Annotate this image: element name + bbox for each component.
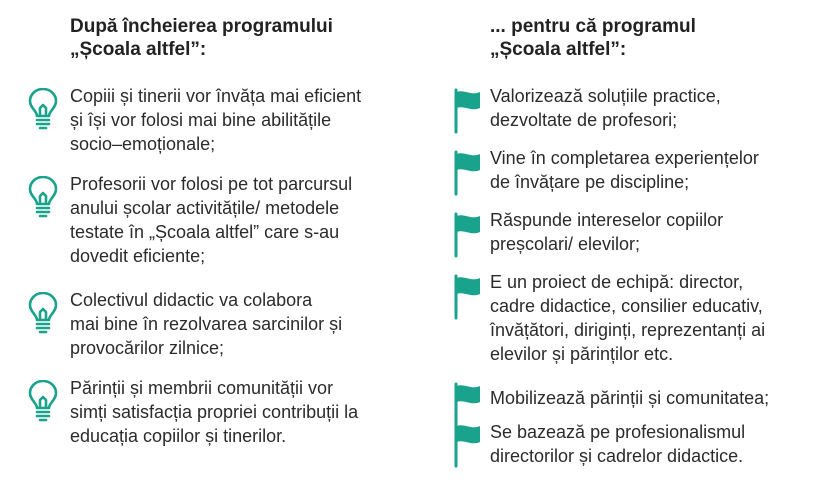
text-line: socio–emoționale; — [70, 134, 216, 154]
right-item-text — [490, 386, 769, 410]
text-line: Colectivul didactic va colabora — [70, 290, 313, 310]
text-line: Mobilizează părinții și comunitatea; — [490, 388, 770, 408]
text-line: și își vor folosi mai bine abilitățile — [70, 110, 332, 130]
lightbulb-icon — [26, 176, 60, 218]
text-line: Se bazează pe profesionalismul — [490, 422, 746, 442]
left-heading — [70, 15, 333, 61]
flag-icon — [453, 212, 483, 258]
text-line: provocărilor zilnice; — [70, 338, 225, 358]
text-line: de învățare pe discipline; — [490, 172, 690, 192]
right-item-text — [490, 208, 723, 256]
text-line: dezvoltate de profesori; — [490, 110, 678, 130]
left-item-text — [70, 288, 342, 360]
text-line: învățători, diriginți, reprezentanți ai — [490, 320, 766, 340]
right-heading-line: „Școala altfel”: — [490, 39, 627, 60]
lightbulb-icon — [26, 88, 60, 130]
flag-icon — [453, 274, 483, 320]
text-line: dovedit eficiente; — [70, 246, 206, 266]
text-line: Vine în completarea experiențelor — [490, 148, 759, 168]
text-line: Părinții și membrii comunității vor — [70, 378, 334, 398]
right-heading — [490, 15, 696, 61]
text-line: testate în „Școala altfel” care s-au — [70, 222, 340, 242]
right-item-text — [490, 84, 721, 132]
right-item-text — [490, 146, 759, 194]
text-line: preșcolari/ elevilor; — [490, 234, 641, 254]
text-line: cadre didactice, consilier educativ, — [490, 296, 763, 316]
left-item-text — [70, 376, 358, 448]
text-line: anului școlar activitățile/ metodele — [70, 198, 340, 218]
text-line: mai bine în rezolvarea sarcinilor și — [70, 314, 343, 334]
text-line: Profesorii vor folosi pe tot parcursul — [70, 174, 353, 194]
right-item-text — [490, 270, 765, 366]
text-line: educația copiilor și tinerilor. — [70, 426, 287, 446]
lightbulb-icon — [26, 292, 60, 334]
left-item-text — [70, 84, 361, 156]
right-item-text — [490, 420, 745, 468]
text-line: directorilor și cadrelor didactice. — [490, 446, 744, 466]
right-heading-line: ... pentru că programul — [490, 16, 696, 37]
text-line: Răspunde intereselor copiilor — [490, 210, 724, 230]
text-line: E un proiect de echipă: director, — [490, 272, 744, 292]
text-line: elevilor și părinților etc. — [490, 344, 674, 364]
left-item-text — [70, 172, 352, 268]
flag-icon — [453, 150, 483, 196]
text-line: simți satisfacția propriei contribuții la — [70, 402, 359, 422]
flag-icon — [453, 88, 483, 134]
left-heading-line: După încheierea programului — [70, 16, 333, 37]
lightbulb-icon — [26, 380, 60, 422]
text-line: Valorizează soluțiile practice, — [490, 86, 721, 106]
left-heading-line: „Școala altfel”: — [70, 39, 207, 60]
text-line: Copiii și tinerii vor învăța mai eficient — [70, 86, 362, 106]
flag-icon — [453, 422, 483, 468]
